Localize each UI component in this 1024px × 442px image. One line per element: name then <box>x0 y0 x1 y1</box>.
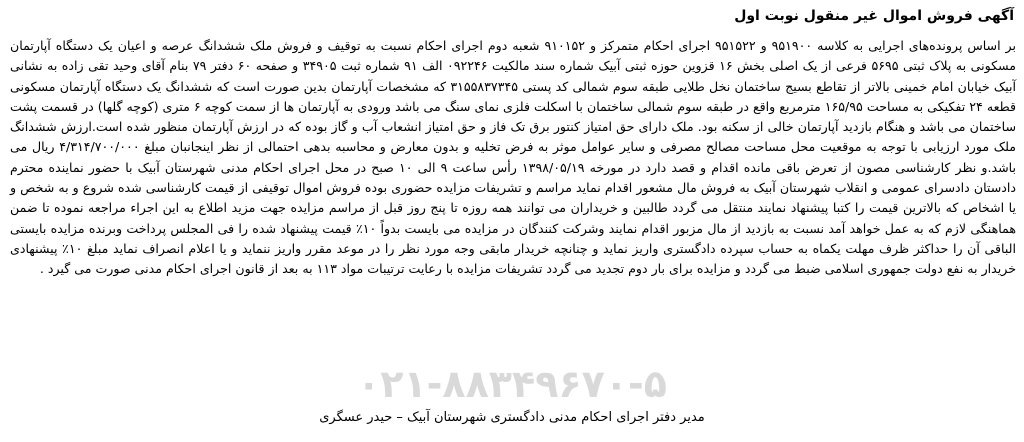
notice-body: بر اساس پرونده‌های اجرایی به کلاسه ۹۵۱۹۰۰ و ۹۵۱۵۲۲ اجرای احکام متمرکز و ۹۱۰۱۵۲ شعبه دوم اجرای احکام نسبت به توقیف و فروش ملک ششدانگ عرصه و اعیان یک دستگاه آپارتمان مسکونی به پلاک ثبتی ۵۶۹۵ فرعی از یک اصلی بخش ۱۶ قزوین حوزه ثبتی آبیک شماره سند مالکیت ۰۹۲۲۴۶ الف ۹۱ شماره ثبت ۳۴۹۰۵ و صفحه ۶۰ دفتر ۷۹ بنام آقای وحید تقی زاده به نشانی آبیک خیابان امام خمینی بالاتر از تقاطع بسیج ساختمان نخل طلایی طبقه سوم شمالی کد پستی ۳۱۵۵۸۳۷۳۴۵ که مشخصات آپارتمان بدین صورت است که ششدانگ یک دستگاه آپارتمان مسکونی قطعه ۲۴ تفکیکی به مساحت ۱۶۵/۹۵ مترمربع واقع در طبقه سوم شمالی ساختمان با اسکلت فلزی نمای سنگ می باشد ورودی به آپارتمان ها از سمت کوچه ۶ متری (کوچه گلها) در قسمت پشت ساختمان می باشد و هنگام بازدید آپارتمان خالی از سکنه بود. ملک دارای حق امتیاز کنتور برق تک فاز و حق امتیاز انشعاب آب و گاز بوده که در ارزش آپارتمان منظور شده است.ارزش ششدانگ ملک مورد ارزیابی با توجه به موقعیت محل مساحت مصالح مصرفی و سایر عوامل موثر به فرض تخلیه و بدون معارض و محاسبه بدهی احتمالی از نظر اینجانبان مبلغ ۴/۳۱۴/۷۰۰/۰۰۰ ریال می باشد.و نظر کارشناسی مصون از تعرض باقی مانده اقدام و قصد دارد در مورخه ۱۳۹۸/۰۵/۱۹ رأس ساعت ۹ الی ۱۰ صبح در محل اجرای احکام مدنی شهرستان آبیک با حضور نماینده محترم دادستان دادسرای عمومی و انقلاب شهرستان آبیک به فروش مال مشعور اقدام نماید مراسم و تشریفات مزایده حضوری بوده فروش اموال توقیفی از قیمت کارشناسی شده شروع و به شخص و یا اشخاص که بالاترین قیمت را کتبا پیشنهاد نمایند منتقل می گردد طالبین و خریداران می توانند همه روزه تا پنج روز قبل از مراسم مزایده جهت مزید اطلاع به این اجراء مراجعه نموده تا ضمن هماهنگی لازم که به عمل خواهد آمد نسبت به بازدید از مال مزبور اقدام نمایند وشرکت کنندگان در مزایده می بایست بدواً ۱۰٪ قیمت پیشنهاد شده را فی المجلس پرداخت وبرنده مزایده بایستی الباقی آن را حداکثر ظرف مهلت یکماه به حساب سپرده دادگستری واریز نماید و چنانچه خریدار مابقی وجه مورد نظر را در موعد مقرر واریز ننماید و یا اعلام انصراف نماید مبلغ ۱۰٪ پیشنهادی خریدار به نفع دولت جمهوری اسلامی ضبط می گردد و مزایده برای بار دوم تجدید می گردد تشریفات مزایده با رعایت ترتیبات مواد ۱۱۳ به بعد از قانون اجرای احکام مدنی صورت می گیرد . <box>10 38 1017 277</box>
phone-watermark: ۰۲۱-۸۸۳۴۹۶۷۰-۵ <box>357 362 667 406</box>
notice-signature: مدیر دفتر اجرای احکام مدنی دادگستری شهرستان آبیک – حیدر عسگری <box>319 410 705 425</box>
notice-title: آگهی فروش اموال غیر منقول نوبت اول <box>734 8 1014 24</box>
